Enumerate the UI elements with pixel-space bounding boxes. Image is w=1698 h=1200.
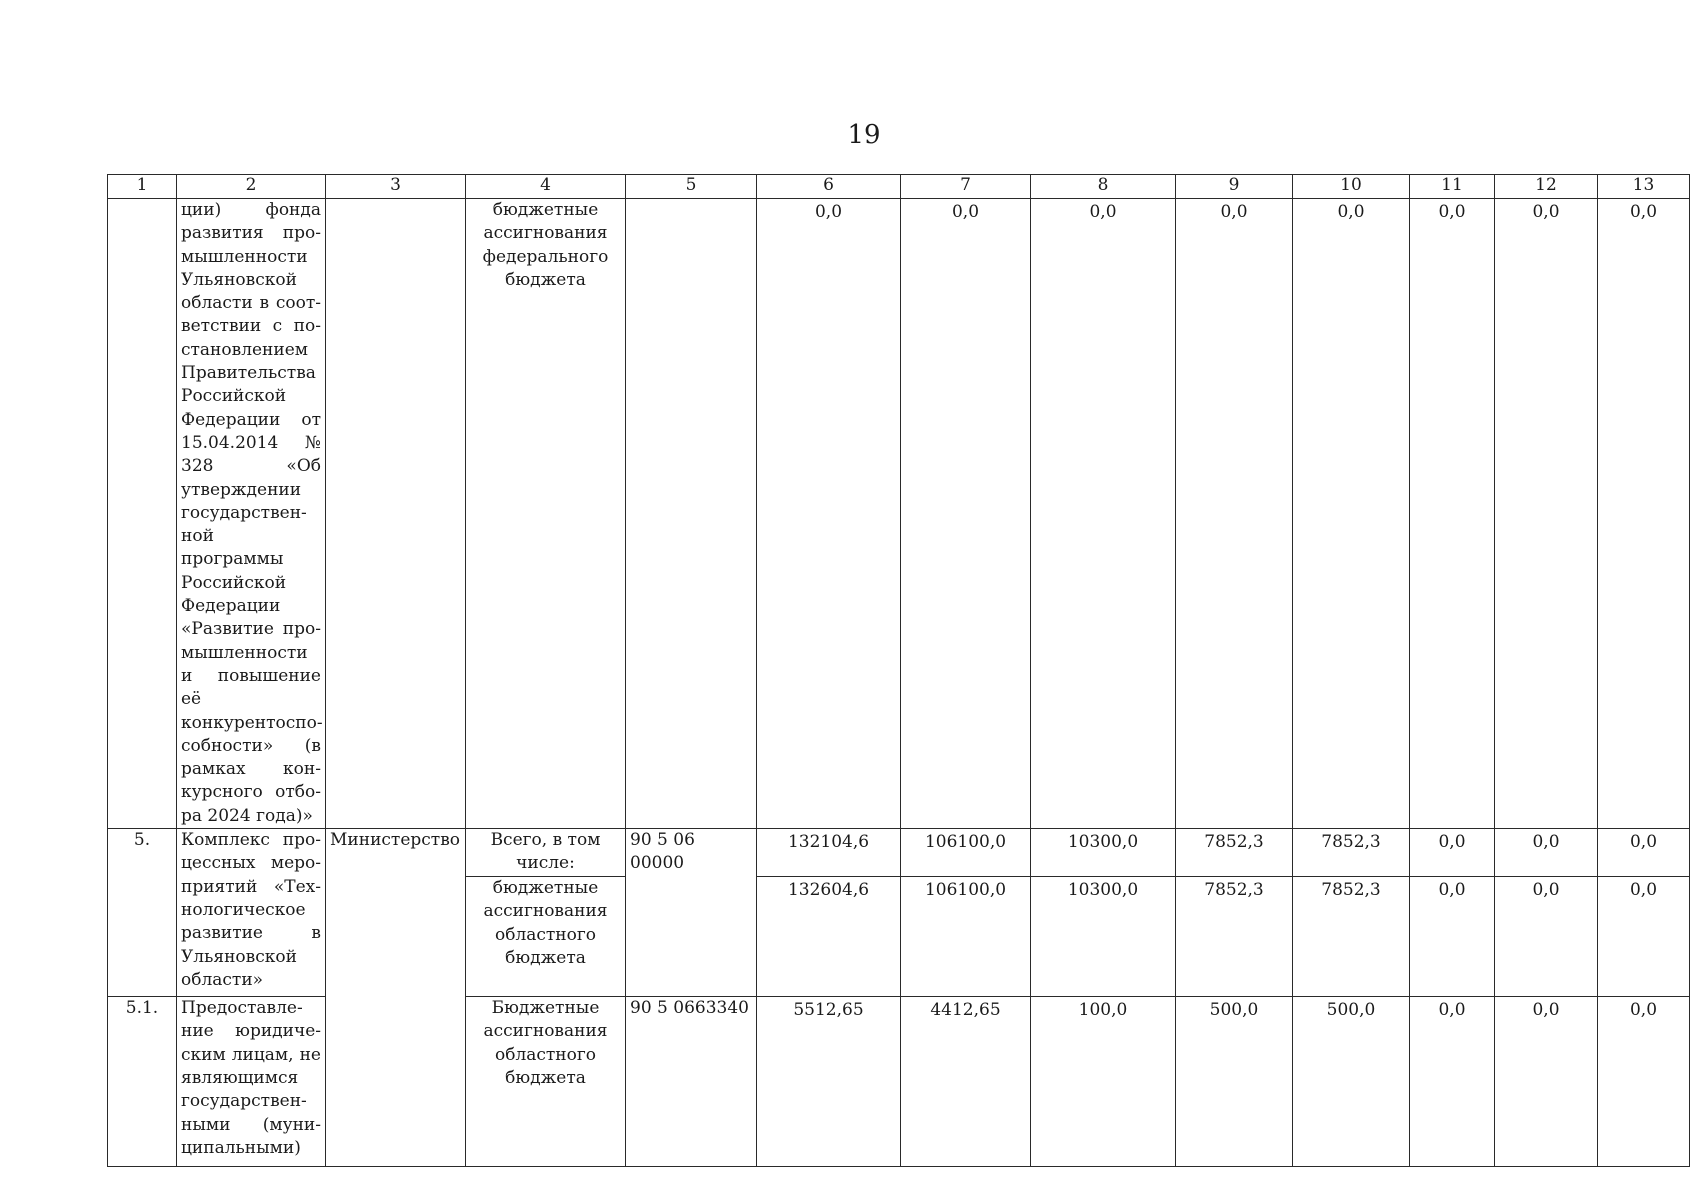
funding-source-cell: Всего, в том числе:	[466, 829, 626, 877]
value-cell: 0,0	[1031, 199, 1176, 829]
header-cell: 11	[1410, 175, 1495, 199]
value-cell: 4412,65	[901, 997, 1031, 1167]
value-cell: 10300,0	[1031, 829, 1176, 877]
funding-source-cell: Бюджетные ассигнования областного бюджета	[466, 997, 626, 1167]
header-cell: 10	[1293, 175, 1410, 199]
value-cell: 7852,3	[1176, 877, 1293, 997]
header-cell: 4	[466, 175, 626, 199]
table-row	[108, 199, 1690, 829]
header-cell: 1	[108, 175, 177, 199]
header-cell: 6	[757, 175, 901, 199]
value-cell: 0,0	[1598, 829, 1690, 877]
executor-cell	[326, 199, 466, 829]
value-cell: 500,0	[1293, 997, 1410, 1167]
value-cell: 0,0	[1495, 997, 1598, 1167]
value-cell: 0,0	[1176, 199, 1293, 829]
value-cell: 100,0	[1031, 997, 1176, 1167]
funding-source-cell: бюджетные ассигнования областного бюджета	[466, 877, 626, 997]
value-cell: 0,0	[1293, 199, 1410, 829]
row-number-cell: 5.1.	[108, 997, 177, 1167]
value-cell: 500,0	[1176, 997, 1293, 1167]
value-cell: 0,0	[1410, 997, 1495, 1167]
header-row	[108, 175, 1690, 199]
measure-name-cell: Комплекс про-цессных меро-приятий «Тех-нологическое развитие в Ульяновской области»	[177, 829, 326, 997]
value-cell: 10300,0	[1031, 877, 1176, 997]
table-row	[108, 829, 1690, 877]
page-number: 19	[847, 120, 881, 150]
value-cell: 132604,6	[757, 877, 901, 997]
value-cell: 132104,6	[757, 829, 901, 877]
value-cell: 0,0	[901, 199, 1031, 829]
value-cell: 0,0	[1598, 199, 1690, 829]
value-cell: 0,0	[1495, 199, 1598, 829]
value-cell: 0,0	[1495, 829, 1598, 877]
row-number-cell: 5.	[108, 829, 177, 997]
value-cell: 0,0	[757, 199, 901, 829]
header-cell: 9	[1176, 175, 1293, 199]
budget-code-cell: 90 5 0663340	[626, 997, 757, 1167]
budget-code-cell	[626, 199, 757, 829]
header-cell: 8	[1031, 175, 1176, 199]
value-cell: 7852,3	[1176, 829, 1293, 877]
value-cell: 7852,3	[1293, 829, 1410, 877]
value-cell: 0,0	[1410, 199, 1495, 829]
header-cell: 2	[177, 175, 326, 199]
value-cell: 106100,0	[901, 877, 1031, 997]
value-cell: 0,0	[1495, 877, 1598, 997]
header-cell: 12	[1495, 175, 1598, 199]
header-cell: 5	[626, 175, 757, 199]
value-cell: 0,0	[1598, 877, 1690, 997]
row-number-cell	[108, 199, 177, 829]
header-cell: 13	[1598, 175, 1690, 199]
value-cell: 5512,65	[757, 997, 901, 1167]
value-cell: 106100,0	[901, 829, 1031, 877]
measure-name-cell: Предоставле-ние юридиче-ским лицам, не являющимся государствен-ными (муни-ципальными)	[177, 997, 326, 1167]
budget-table	[107, 174, 1690, 1167]
funding-source-cell: бюджетные ассигнования федерального бюджета	[466, 199, 626, 829]
value-cell: 0,0	[1410, 829, 1495, 877]
header-cell: 7	[901, 175, 1031, 199]
executor-cell: Министерство	[326, 829, 466, 1167]
value-cell: 0,0	[1598, 997, 1690, 1167]
budget-code-cell: 90 5 06 00000	[626, 829, 757, 997]
measure-name-cell: ции) фонда развития про-мышленности Ульяновской области в соот-ветствии с по-становлением Правительства Российской Федерации от 15.04.2014 № 328 «Об утверждении государствен-ной программы Российской Федерации «Развитие про-мышленности и повышение её конкурентоспо-собности» (в рамках кон-курсного отбо-ра 2024 года)»	[177, 199, 326, 829]
value-cell: 7852,3	[1293, 877, 1410, 997]
value-cell: 0,0	[1410, 877, 1495, 997]
header-cell: 3	[326, 175, 466, 199]
